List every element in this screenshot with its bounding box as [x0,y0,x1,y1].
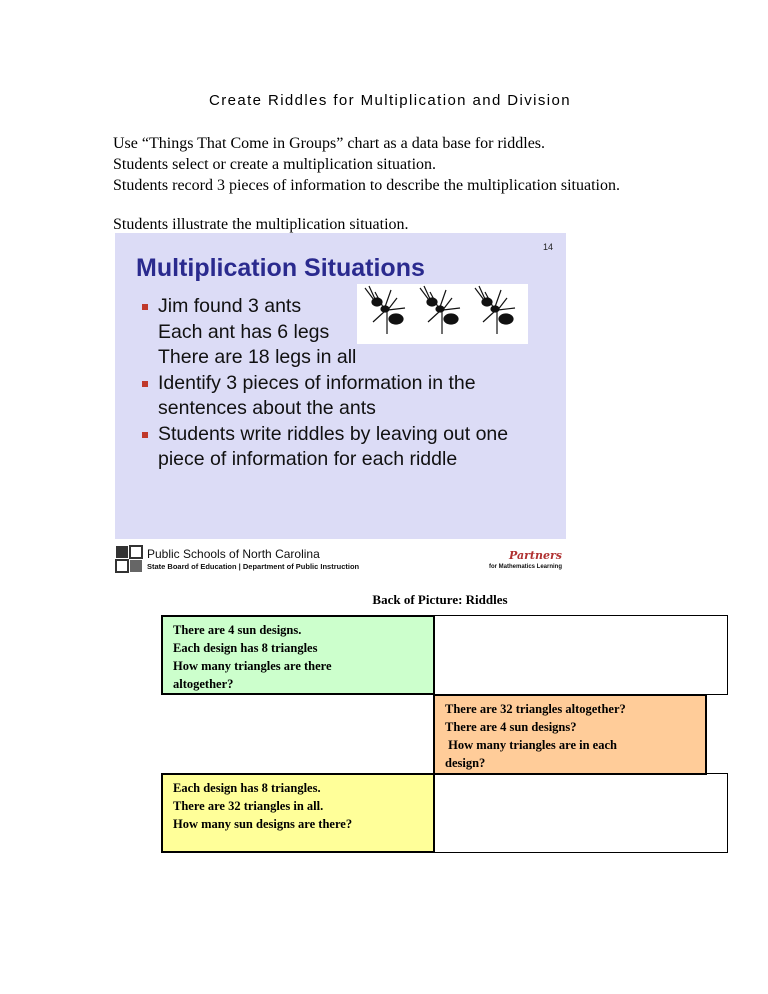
intro-line: Students select or create a multiplication situation. [113,156,437,173]
bullet-line: Identify 3 pieces of information in the [158,371,476,394]
riddle-line: Each design has 8 triangles. [173,781,321,795]
intro-line: Use “Things That Come in Groups” chart as a data base for riddles. [113,135,546,152]
bullet-line: piece of information for each riddle [158,448,458,470]
slide-footer [115,539,566,574]
footer-organization: Public Schools of North Carolina [147,547,320,561]
bullet-icon [142,432,148,438]
nc-logo-icon [115,545,145,573]
bullet-line: Each ant has 6 legs [158,320,330,343]
empty-cell [433,773,728,853]
intro-text [113,133,620,235]
footer-department: State Board of Education | Department of Public Instruction [147,562,360,571]
empty-cell [433,615,728,695]
partners-subtitle: for Mathematics Learning [488,564,562,570]
slide-number: 14 [543,242,554,252]
bullet-line: There are 18 legs in all [158,346,357,368]
intro-line: Students record 3 pieces of information to describe the multiplication situation. [113,177,620,194]
riddle-box-orange [433,694,707,775]
riddle-line: altogether? [173,677,234,691]
riddle-line: Each design has 8 triangles [173,641,318,655]
slide-image [115,233,566,574]
riddles-heading: Back of Picture: Riddles [372,592,508,607]
bullet-item [140,422,560,473]
page-title: Create Riddles for Multiplication and Division [208,92,572,109]
bullet-item [140,371,560,422]
riddle-line: There are 4 sun designs. [173,623,302,637]
bullet-line: Jim found 3 ants [158,295,302,317]
riddle-line: There are 32 triangles in all. [173,799,324,813]
riddle-line: How many triangles are there [173,659,332,673]
riddle-line: How many sun designs are there? [173,817,353,831]
riddle-line: design? [445,756,486,770]
bullet-item [140,294,560,371]
intro-line: Students illustrate the multiplication situation. [113,216,409,233]
bullet-icon [142,381,148,387]
slide-title: Multiplication Situations [136,254,425,282]
slide-bullets [140,294,560,473]
riddle-line: There are 32 triangles altogether? [445,702,626,716]
bullet-line: Students write riddles by leaving out one [158,422,509,445]
riddle-line: There are 4 sun designs? [445,720,577,734]
bullet-line: sentences about the ants [158,397,376,419]
riddle-line: How many triangles are in each [445,738,617,752]
bullet-icon [142,304,148,310]
riddle-box-yellow [161,773,435,853]
partners-logo: Partners [509,549,562,562]
riddle-box-green [161,615,435,695]
